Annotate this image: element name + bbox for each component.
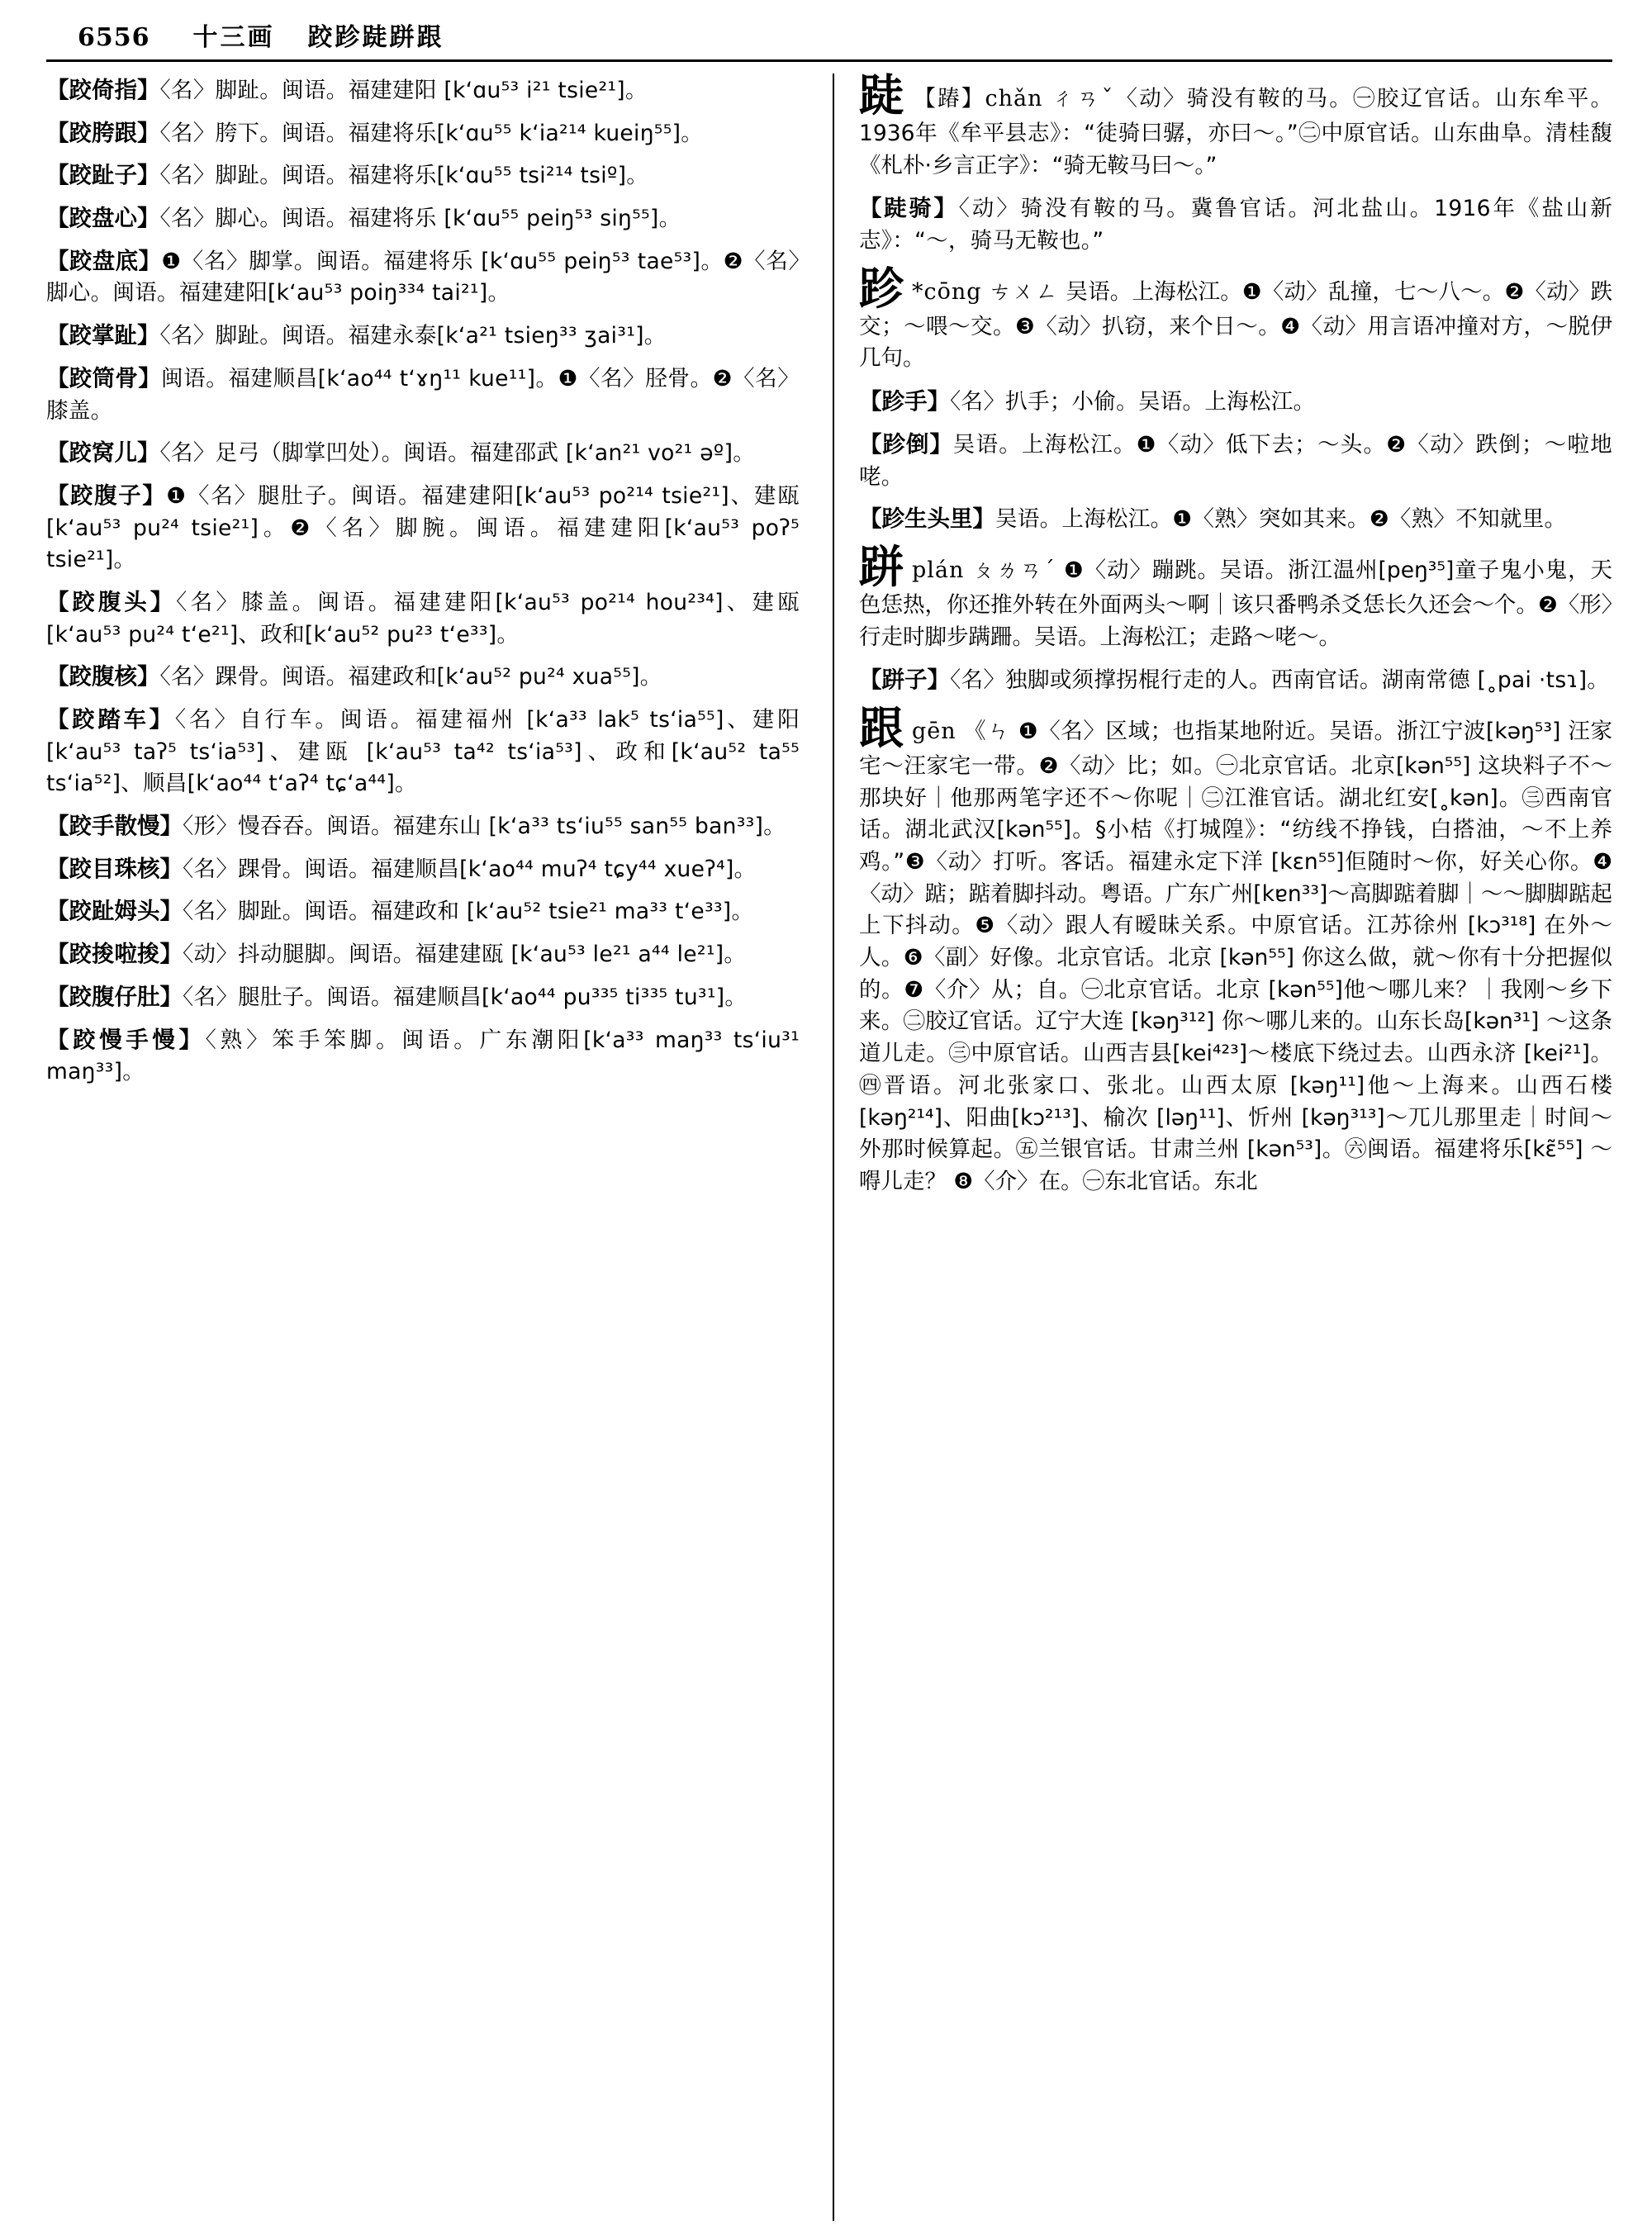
- dict-entry: [46, 852, 800, 886]
- entry-headword: 【跤目珠核】: [46, 855, 183, 882]
- dict-entry: [46, 1023, 800, 1089]
- dict-entry: [46, 202, 800, 235]
- main-headword-char: 跿: [859, 69, 904, 121]
- entry-headword: 【跤腹仔肚】: [46, 983, 183, 1010]
- dict-entry: [46, 479, 800, 576]
- entry-body: ❶〈动〉蹦跳。吴语。浙江温州[peŋ³⁵]童子鬼小鬼，天色恁热，你还推外转在外面两头～啊｜该只番鸭杀爻恁长久还会～个。❷〈形〉行走时脚步蹒跚。吴语。上海松江；走路～咾～。: [859, 557, 1612, 650]
- dict-entry: [46, 703, 800, 800]
- bopomofo: ㄘㄨㄥ: [989, 278, 1059, 305]
- main-headword-char: 跈: [859, 262, 904, 315]
- entry-headword: 【跈倒】: [859, 430, 953, 458]
- entry-headword: 【跈生头里】: [859, 505, 995, 533]
- entry-body: 〈名〉脚趾。闽语。福建建阳 [kʻɑu⁵³ i²¹ tsie²¹]。: [159, 78, 648, 103]
- entry-headword: 【跤腹头】: [46, 588, 177, 615]
- dict-entry: [46, 244, 800, 310]
- entry-headword: 【跤趾子】: [46, 162, 160, 189]
- variant-form: 【踳】: [912, 86, 985, 112]
- dict-entry: [859, 385, 1612, 419]
- entry-headword: 【跰子】: [859, 667, 950, 694]
- entry-body: 〈名〉胯下。闽语。福建将乐[kʻɑu⁵⁵ kʻia²¹⁴ kueiŋ⁵⁵]。: [159, 120, 704, 146]
- entry-headword: 【跿骑】: [859, 195, 959, 222]
- dict-entry: [46, 809, 800, 843]
- pinyin: gēn: [912, 718, 957, 744]
- dict-entry: [859, 663, 1612, 697]
- head-char-list: 跤跈跿跰跟: [307, 23, 444, 52]
- entry-body: 〈名〉踝骨。闽语。福建政和[kʻau⁵² pu²⁴ xua⁵⁵]。: [159, 664, 662, 690]
- entry-body: 〈形〉慢吞吞。闽语。福建东山 [kʻa³³ tsʻiu⁵⁵ san⁵⁵ ban³³]。: [183, 814, 786, 840]
- dict-entry: [46, 937, 800, 971]
- dict-entry: [46, 159, 800, 192]
- entry-headword: 【跤腹核】: [46, 663, 160, 690]
- main-char-entry: [859, 69, 1613, 182]
- pinyin: plán: [912, 557, 965, 583]
- right-column: [833, 69, 1613, 2221]
- entry-headword: 【跤趾姆头】: [46, 898, 183, 925]
- entry-headword: 【跤掌趾】: [46, 322, 160, 349]
- dict-entry: [859, 502, 1612, 536]
- main-char-entry: [859, 540, 1612, 653]
- entry-body: ❶〈名〉脚掌。闽语。福建将乐 [kʻɑu⁵⁵ peiŋ⁵³ tae⁵³]。❷〈名〉脚心。闽语。福建建阳[kʻau⁵³ poiŋ³³⁴ tai²¹]。: [46, 248, 800, 306]
- entry-headword: 【跤捘啦捘】: [46, 941, 183, 968]
- entry-body: ❶〈名〉区域；也指某地附近。吴语。浙江宁波[kəŋ⁵³] 汪家宅～汪家宅一带。❷〈动〉比；如。㊀北京官话。北京[kən⁵⁵] 这块料子不～那块好｜他那两笔字还不～你呢｜㊁江淮官话。湖北红安[˳kən]。㊂西南官话。湖北武汉[kən⁵⁵]。§小桔《打城隍》：“纺线不挣钱，白搭油，～不上养鸡。”❸〈动〉打听。客话。福建永定下洋 [kɛn⁵⁵]佢随时～你，好关心你。❹〈动〉踮；踮着脚抖动。粤语。广东广州[kɐn³³]～高脚踮着脚｜～～脚脚踮起上下抖动。❺〈动〉跟人有暧昧关系。中原官话。江苏徐州 [kɔ³¹⁸] 在外～人。❻〈副〉好像。北京官话。北京 [kən⁵⁵] 你这么做，就～你有十分把握似的。❼〈介〉从；自。㊀北京官话。北京 [kən⁵⁵]他～哪儿来？｜我刚～乡下来。㊁胶辽官话。辽宁大连 [kəŋ³¹²] 你～哪儿来的。山东长岛[kən³¹] ～这条道儿走。㊂中原官话。山西吉县[kei⁴²³]～楼底下绕过去。山西永济 [kei²¹]。㊃晋语。河北张家口、张北。山西太原 [kəŋ¹¹]他～上海来。山西石楼[kəŋ²¹⁴]、阳曲[kɔ²¹³]、榆次 [ləŋ¹¹]、忻州 [kəŋ³¹³]～兀儿那里走｜时间～外那时候算起。㊄兰银官话。甘肃兰州 [kən⁵³]。㊅闽语。福建将乐[kɛ̃⁵⁵] ～嘚儿走？ ❽〈介〉在。㊀东北官话。东北: [859, 718, 1612, 1194]
- entry-body: 〈动〉骑没有鞍的马。冀鲁官话。河北盐山。1916年《盐山新志》：“～，骑马无鞍也。”: [859, 196, 1613, 254]
- entry-body: 〈名〉脚趾。闽语。福建将乐[kʻɑu⁵⁵ tsi²¹⁴ tsiº]。: [159, 163, 649, 189]
- entry-headword: 【跤倚指】: [46, 77, 160, 103]
- pinyin: *cōng: [912, 278, 982, 305]
- entry-body: ❶〈名〉腿肚子。闽语。福建建阳[kʻau⁵³ po²¹⁴ tsie²¹]、建瓯[kʻau⁵³ pu²⁴ tsie²¹]。❷〈名〉脚腕。闽语。福建建阳[kʻau⁵³ poʔ⁵ tsie²¹]。: [46, 482, 800, 573]
- entry-headword: 【跈手】: [859, 388, 950, 415]
- entry-body: 〈动〉骑没有鞍的马。㊀胶辽官话。山东牟平。1936年《牟平县志》：“徒骑曰骣，亦曰～。”㊁中原官话。山东曲阜。清桂馥《札朴·乡言正字》：“骑无鞍马曰～。”: [859, 86, 1613, 178]
- entry-body: 〈名〉脚趾。闽语。福建永泰[kʻa²¹ tsieŋ³³ ʒai³¹]。: [159, 323, 667, 349]
- entry-body: 吴语。上海松江。❶〈动〉乱撞，七～八～。❷〈动〉跌交；～喂～交。❸〈动〉扒窃，来个日～。❹〈动〉用言语冲撞对方，～脱伊几句。: [859, 278, 1612, 372]
- page-folio: 6556: [78, 23, 150, 52]
- entry-headword: 【跤手散慢】: [46, 813, 183, 840]
- left-column: [46, 74, 818, 2221]
- entry-body: 〈名〉膝盖。闽语。福建建阳[kʻau⁵³ po²¹⁴ hou²³⁴]、建瓯 [kʻau⁵³ pu²⁴ tʻe²¹]、政和[kʻau⁵² pu²³ tʻe³³]。: [46, 589, 800, 648]
- entry-body: 〈熟〉笨手笨脚。闽语。广东潮阳[kʻa³³ maŋ³³ tsʻiu³¹ maŋ³³]。: [46, 1027, 800, 1085]
- dict-entry: [46, 436, 800, 470]
- main-char-entry: [859, 701, 1612, 1198]
- entry-body: 吴语。上海松江。❶〈熟〉突如其来。❷〈熟〉不知就里。: [995, 506, 1567, 533]
- dict-entry: [46, 894, 800, 928]
- entry-body: 〈名〉踝骨。闽语。福建顺昌[kʻao⁴⁴ muʔ⁴ tɕy⁴⁴ xueʔ⁴]。: [183, 856, 757, 882]
- entry-headword: 【跤踏车】: [46, 706, 175, 733]
- entry-body: 〈动〉抖动腿脚。闽语。福建建瓯 [kʻau⁵³ le²¹ a⁴⁴ le²¹]。: [183, 942, 747, 968]
- entry-headword: 【跤腹子】: [46, 482, 167, 509]
- main-headword-char: 跟: [859, 701, 904, 754]
- entry-headword: 【跤盘心】: [46, 205, 160, 232]
- entry-body: 〈名〉自行车。闽语。福建福州 [kʻa³³ lak⁵ tsʻia⁵⁵]、建阳 [kʻau⁵³ taʔ⁵ tsʻia⁵³]、建瓯 [kʻau⁵³ ta⁴² tsʻia⁵³]、政和[kʻau⁵² ta⁵⁵ tsʻia⁵²]、顺昌[kʻao⁴⁴ tʻaʔ⁴ tɕʻa⁴⁴]。: [46, 707, 800, 797]
- pinyin: chǎn: [985, 86, 1043, 112]
- entry-body: 〈名〉独脚或须撑拐棍行走的人。西南官话。湖南常德 [˳pai ·tsɿ]。: [950, 667, 1610, 694]
- entry-body: 〈名〉扒手；小偷。吴语。上海松江。: [950, 389, 1316, 415]
- bopomofo: ㄆㄌㄢˊ: [971, 557, 1056, 583]
- dict-entry: [46, 74, 800, 107]
- entry-headword: 【跤窝儿】: [46, 439, 160, 467]
- header-rule: [46, 59, 1612, 62]
- entry-body: 〈名〉足弓（脚掌凹处）。闽语。福建邵武 [kʻan²¹ vo²¹ əº]。: [159, 440, 756, 467]
- running-head: [46, 17, 1612, 55]
- entry-body: 〈名〉腿肚子。闽语。福建顺昌[kʻao⁴⁴ pu³³⁵ ti³³⁵ tu³¹]。: [183, 984, 748, 1010]
- stroke-count-label: 十三画: [192, 23, 275, 52]
- dict-entry: [46, 116, 800, 150]
- dict-entry: [46, 586, 800, 651]
- page-columns: [46, 69, 1613, 2221]
- entry-headword: 【跤胯跟】: [46, 119, 160, 146]
- dict-entry: [859, 192, 1612, 257]
- dict-entry: [46, 362, 800, 427]
- dict-entry: [46, 980, 800, 1014]
- main-char-entry: [859, 262, 1612, 375]
- dict-entry: [46, 660, 800, 694]
- entry-body: 闽语。福建顺昌[kʻao⁴⁴ tʻɤŋ¹¹ kue¹¹]。❶〈名〉胫骨。❷〈名〉膝盖。: [46, 365, 800, 424]
- entry-headword: 【跤盘底】: [46, 247, 162, 274]
- bopomofo: 《ㄣ: [963, 718, 1011, 744]
- dict-entry: [859, 428, 1612, 493]
- entry-body: 〈名〉脚心。闽语。福建将乐 [kʻɑu⁵⁵ peiŋ⁵³ siŋ⁵⁵]。: [159, 206, 681, 232]
- entry-body: 吴语。上海松江。❶〈动〉低下去；～头。❷〈动〉跌倒；～啦地咾。: [859, 431, 1613, 490]
- dict-entry: [46, 319, 800, 353]
- entry-headword: 【跤慢手慢】: [46, 1026, 206, 1053]
- bopomofo: ㄔㄢˇ: [1051, 86, 1116, 112]
- main-headword-char: 跰: [859, 540, 904, 593]
- entry-body: 〈名〉脚趾。闽语。福建政和 [kʻau⁵² tsie²¹ ma³³ tʻe³³]。: [183, 899, 754, 925]
- entry-headword: 【跤筒骨】: [46, 364, 162, 391]
